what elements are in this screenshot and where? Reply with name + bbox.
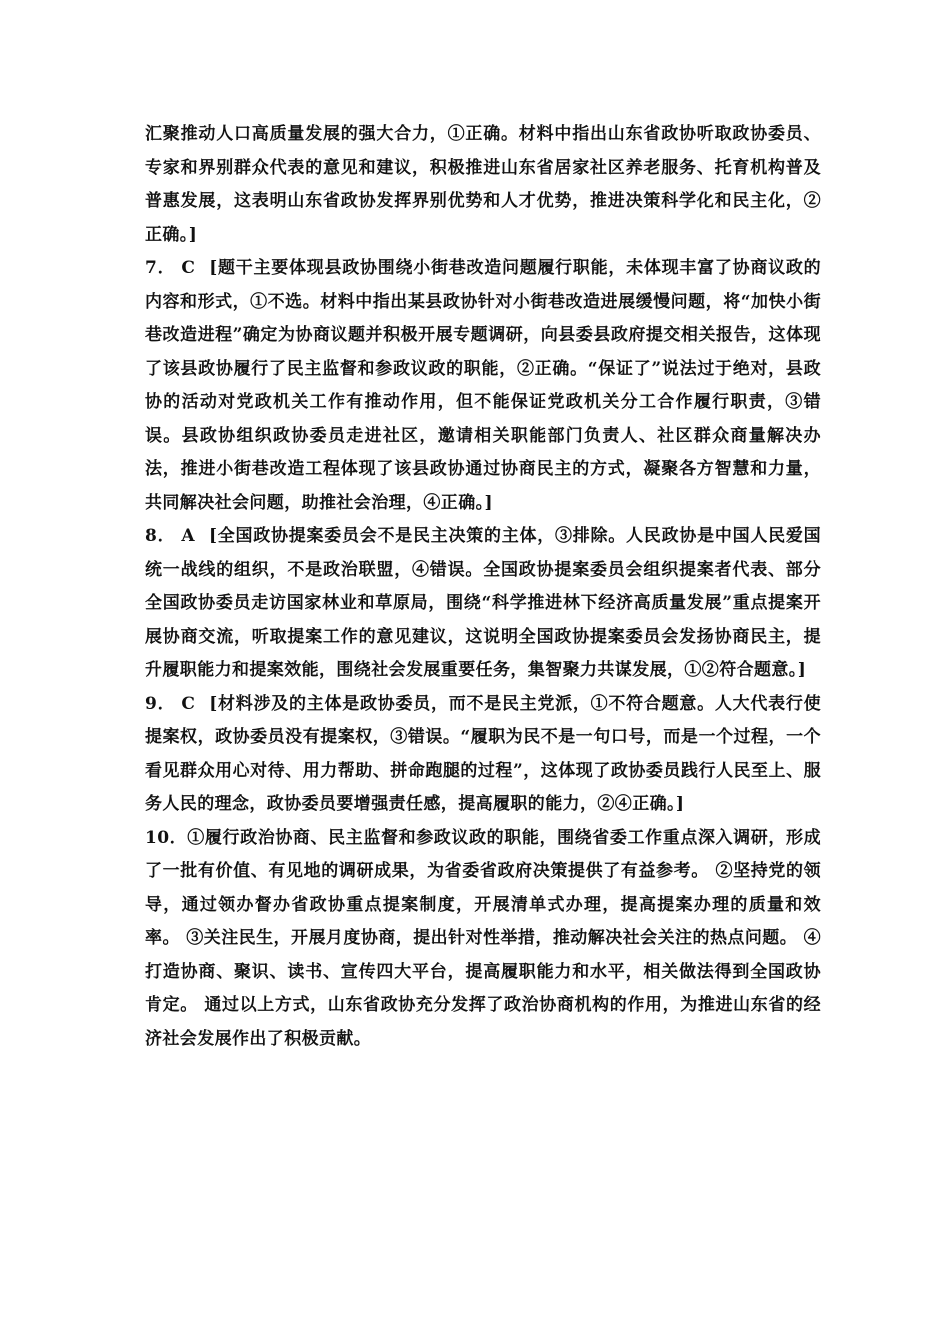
answer-explanation: ①履行政治协商、民主监督和参政议政的职能，围绕省委工作重点深入调研，形成了一批有价值、有见地的调研成果，为省委省政府决策提供了有益参考。 ②坚持党的领导，通过领办督办省政协重点提案制度，开展清单式办理，提高提案办理的质量和效率。 ③关注民生，开展月度协商，提出针对性举措，推动解决社会关注的热点问题。 ④打造协商、聚识、读书、宣传四大平台，提高履职能力和水平，相关做法得到全国政协肯定。 通过以上方式，山东省政协充分发挥了政治协商机构的作用，为推进山东省的经济社会发展作出了积极贡献。 bbox=[145, 827, 821, 1049]
answer-9 bbox=[145, 688, 821, 822]
answer-7 bbox=[145, 252, 821, 520]
answer-explanation: [材料涉及的主体是政协委员，而不是民主党派，①不符合题意。人大代表行使提案权，政协委员没有提案权，③错误。“履职为民不是一句口号，而是一个过程，一个看见群众用心对待、用力帮助、拼命跑腿的过程”，这体现了政协委员践行人民至上、服务人民的理念，政协委员要增强责任感，提高履职的能力，②④正确。] bbox=[145, 693, 821, 814]
answer-explanation: [题干主要体现县政协围绕小街巷改造问题履行职能，未体现丰富了协商议政的内容和形式，①不选。材料中指出某县政协针对小街巷改造进展缓慢问题，将“加快小街巷改造进程”确定为协商议题并积极开展专题调研，向县委县政府提交相关报告，这体现了该县政协履行了民主监督和参政议政的职能，②正确。“保证了”说法过于绝对，县政协的活动对党政机关工作有推动作用，但不能保证党政机关分工合作履行职责，③错误。县政协组织政协委员走进社区，邀请相关职能部门负责人、社区群众商量解决办法，推进小街巷改造工程体现了该县政协通过协商民主的方式，凝聚各方智慧和力量，共同解决社会问题，助推社会治理，④正确。] bbox=[145, 258, 821, 513]
answer-letter: C bbox=[181, 693, 196, 714]
answer-10 bbox=[145, 822, 821, 1057]
answer-explanation: [全国政协提案委员会不是民主决策的主体，③排除。人民政协是中国人民爱国统一战线的组织，不是政治联盟，④错误。全国政协提案委员会组织提案者代表、部分全国政协委员走访国家林业和草原局，围绕“科学推进林下经济高质量发展”重点提案开展协商交流，听取提案工作的意见建议，这说明全国政协提案委员会发扬协商民主，提升履职能力和提案效能，围绕社会发展重要任务，集智聚力共谋发展，①②符合题意。] bbox=[145, 526, 821, 680]
answer-number: 8． bbox=[145, 526, 176, 546]
continuation-paragraph: 汇聚推动人口高质量发展的强大合力，①正确。材料中指出山东省政协听取政协委员、专家和界别群众代表的意见和建议，积极推进山东省居家社区养老服务、托育机构普及普惠发展，这表明山东省政协发挥界别优势和人才优势，推进决策科学化和民主化，②正确。] bbox=[145, 124, 821, 245]
document-page bbox=[145, 118, 821, 1056]
answer-letter: A bbox=[181, 526, 195, 546]
answer-number: 9． bbox=[145, 693, 176, 714]
answer-number: 10． bbox=[145, 827, 188, 848]
answer-8 bbox=[145, 520, 821, 688]
answer-number: 7． bbox=[145, 258, 176, 278]
answer-letter: C bbox=[181, 258, 196, 278]
